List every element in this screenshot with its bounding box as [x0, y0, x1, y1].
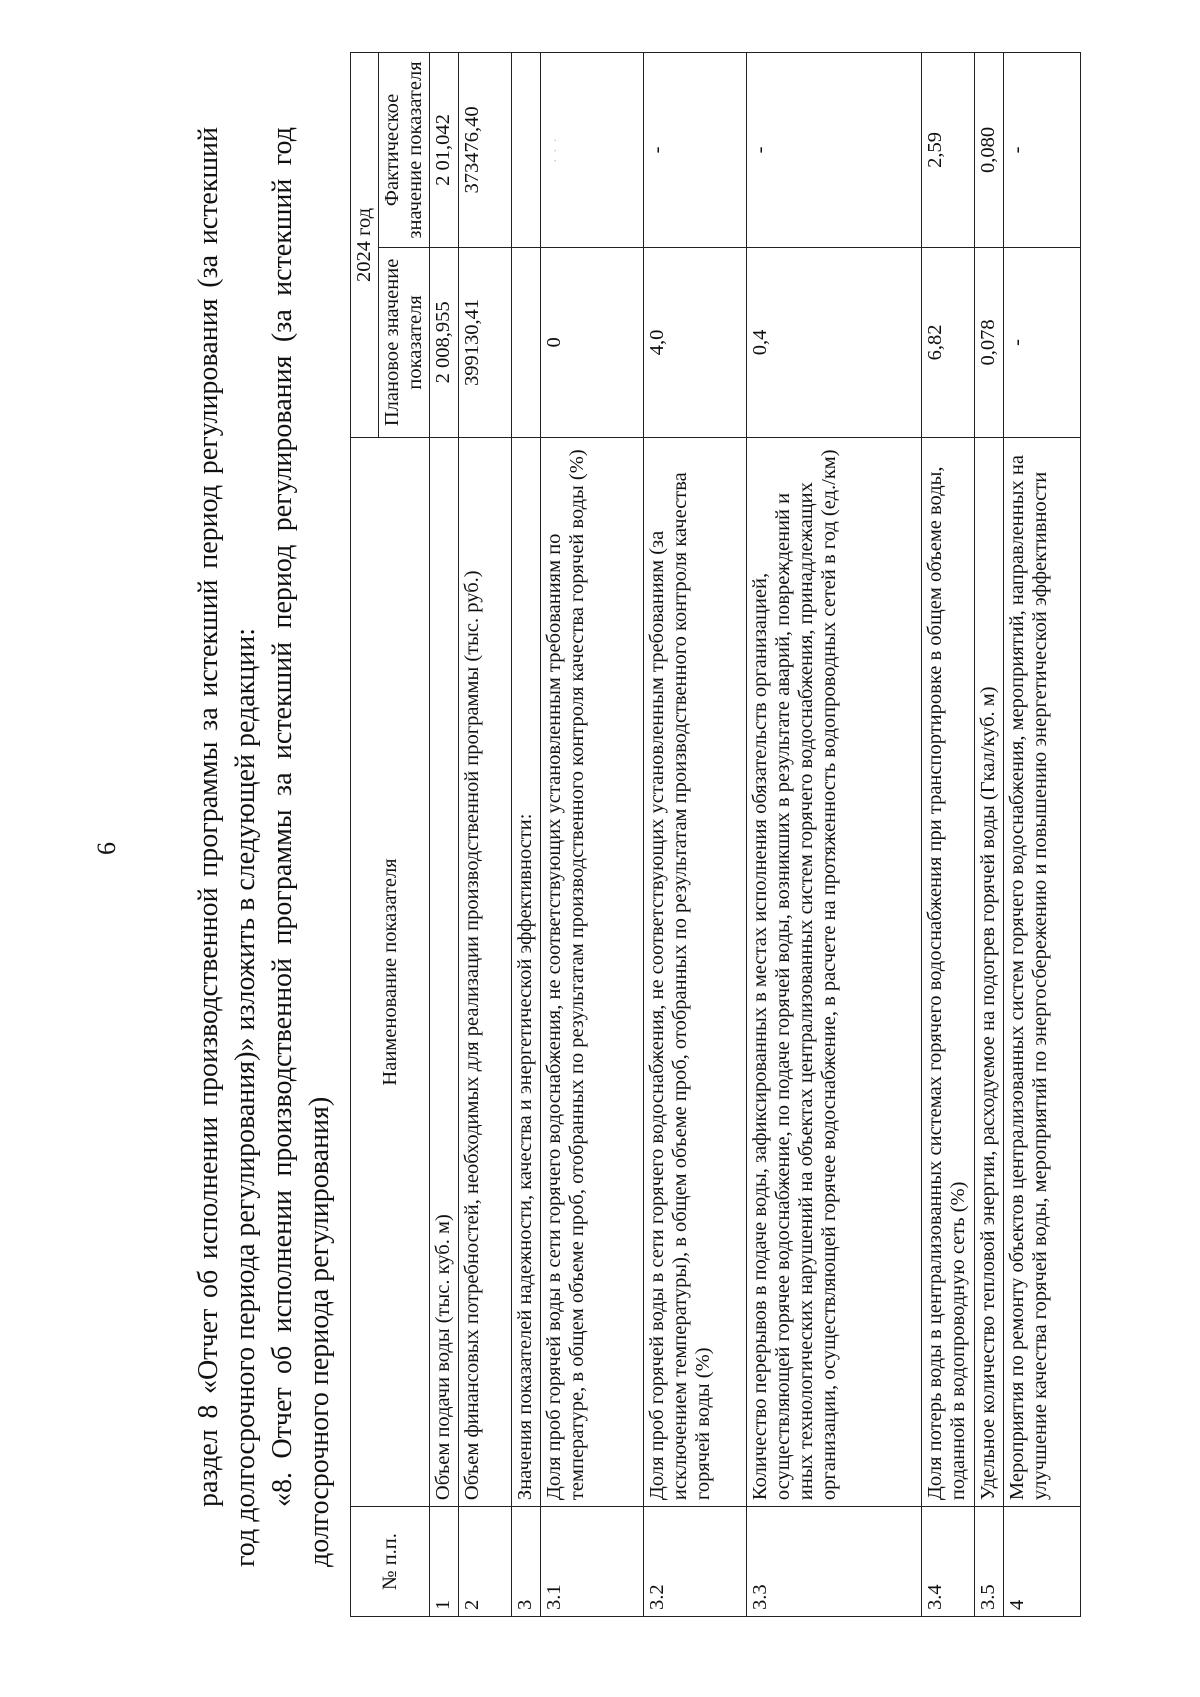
cell-num: 3.3: [747, 1507, 922, 1617]
table-row: [459, 53, 512, 1617]
cell-num: 3.2: [644, 1507, 747, 1617]
cell-fact: -: [747, 53, 922, 248]
cell-plan: 0,078: [975, 247, 1004, 437]
cell-plan: 4,0: [644, 247, 747, 437]
cell-num: 3.4: [922, 1507, 975, 1617]
cell-name: Доля проб горячей воды в сети горячего водоснабжения, не соответствующих установленным требованиям по температуре, в общем объеме проб, отобранных по результатам производственного контроля качества горячей воды (%): [541, 437, 644, 1506]
cell-num: 3.5: [975, 1507, 1004, 1617]
header-plan: Плановое значение показателя: [379, 247, 430, 437]
cell-num: 1: [430, 1507, 459, 1617]
cell-name: Удельное количество тепловой энергии, расходуемое на подогрев горячей воды (Гкал/куб. м): [975, 437, 1004, 1506]
cell-plan: -: [1004, 247, 1081, 437]
cell-fact: [541, 53, 644, 248]
cell-fact: 373476,40: [459, 53, 512, 248]
table-row: [644, 53, 747, 1617]
scan-smudge: · · ·: [549, 136, 564, 163]
cell-plan: [512, 247, 541, 437]
table-row: [512, 53, 541, 1617]
cell-name: Объем финансовых потребностей, необходимых для реализации производственной программы (тыс. руб.): [459, 437, 512, 1506]
cell-fact: -: [644, 53, 747, 248]
cell-plan: 0: [541, 247, 644, 437]
cell-num: 3: [512, 1507, 541, 1617]
table-header-row: [351, 53, 379, 1617]
cell-fact: [512, 53, 541, 248]
table-row: [747, 53, 922, 1617]
page-number: 6: [92, 842, 121, 855]
cell-name: Доля проб горячей воды в сети горячего водоснабжения, не соответствующих установленным требованиям (за исключением температуры), в общем объеме проб, отобранных по результатам производственного контроля качества горячей воды (%): [644, 437, 747, 1506]
intro-paragraph-1: раздел 8 «Отчет об исполнении производственной программы за истекший период регулирования (за истекший год долгосрочного периода регулирования)» изложить в следующей редакции:: [193, 127, 261, 1567]
table-row: [430, 53, 459, 1617]
cell-name: Мероприятия по ремонту объектов централизованных систем горячего водоснабжения, мероприятий, направленных на улучшение качества горячей воды, мероприятий по энергосбережению и повышению энергетической эффективности: [1004, 437, 1081, 1506]
intro-text: [190, 127, 338, 1567]
cell-plan: 399130,41: [459, 247, 512, 437]
table-row: [975, 53, 1004, 1617]
table-row: [922, 53, 975, 1617]
cell-fact: 2 01,042: [430, 53, 459, 248]
cell-num: 4: [1004, 1507, 1081, 1617]
header-fact: Фактическое значение показателя: [379, 53, 430, 248]
cell-fact: 0,080: [975, 53, 1004, 248]
cell-name: Значения показателей надежности, качества и энергетической эффективности:: [512, 437, 541, 1506]
cell-num: 2: [459, 1507, 512, 1617]
cell-plan: 6,82: [922, 247, 975, 437]
report-table: [350, 52, 1081, 1617]
intro-paragraph-2: «8. Отчет об исполнении производственной программы за истекший период регулирования (за истекший год долгосрочного периода регулирования): [267, 127, 335, 1567]
header-year: 2024 год: [351, 53, 379, 438]
cell-plan: 2 008,955: [430, 247, 459, 437]
cell-fact: -: [1004, 53, 1081, 248]
cell-fact: 2,59: [922, 53, 975, 248]
table-row: [1004, 53, 1081, 1617]
cell-name: Доля потерь воды в централизованных системах горячего водоснабжения при транспортировке в общем объеме воды, поданной в водопроводную сеть (%): [922, 437, 975, 1506]
cell-name: Объем подачи воды (тыс. куб. м): [430, 437, 459, 1506]
cell-plan: 0,4: [747, 247, 922, 437]
cell-num: 3.1: [541, 1507, 644, 1617]
header-num: № п.п.: [351, 1507, 430, 1617]
table-row: [541, 53, 644, 1617]
cell-name: Количество перерывов в подаче воды, зафиксированных в местах исполнения обязательств организацией, осуществляющей горячее водоснабжение, по подаче горячей воды, возникших в результате аварий, повреждений и иных технологических нарушений на объектах централизованных систем горячего водоснабжения, принадлежащих организации, осуществляющей горячее водоснабжение, в расчете на протяженность водопроводных сетей в год (ед./км): [747, 437, 922, 1506]
header-name: Наименование показателя: [351, 437, 430, 1506]
